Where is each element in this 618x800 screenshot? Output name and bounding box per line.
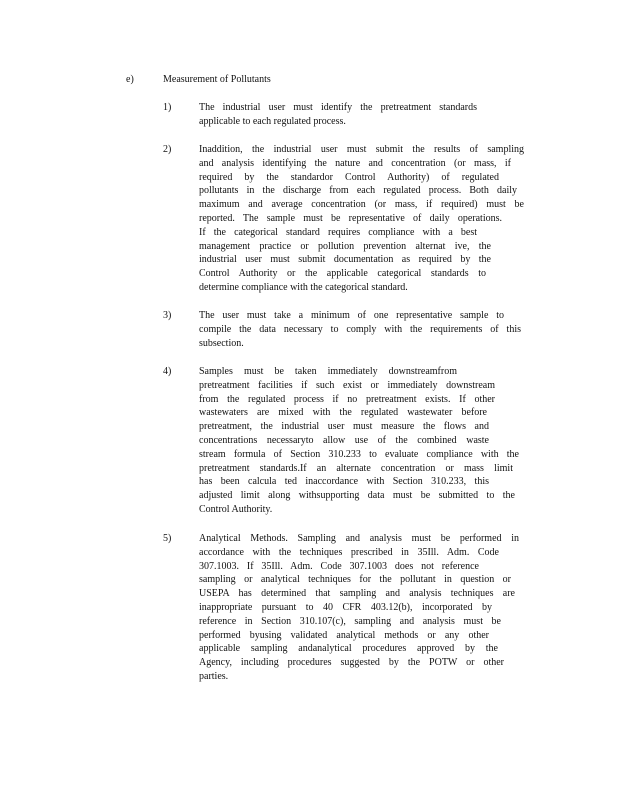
item-paragraph — [199, 532, 524, 684]
paragraph-line: The industrial user must identify the pretreatment standards — [199, 102, 477, 113]
item-number: 5) — [163, 533, 172, 544]
paragraph-line: subsection. — [199, 337, 244, 349]
paragraph-line: determine compliance with the categorical standard. — [199, 281, 408, 293]
section-title: Measurement of Pollutants — [163, 74, 271, 85]
paragraph-line: reported. The sample must be representative of daily operations. — [199, 212, 502, 224]
paragraph-line: 307.1003. If 35Ill. Adm. Code 307.1003 does not reference — [199, 560, 479, 572]
paragraph-line: Samples must be taken immediately downstreamfrom — [199, 366, 457, 377]
paragraph-line: applicable to each regulated process. — [199, 115, 346, 127]
paragraph-line: accordance with the techniques prescribed in 35Ill. Adm. Code — [199, 546, 499, 558]
paragraph-line: applicable sampling andanalytical procedures approved by the — [199, 643, 498, 655]
paragraph-line: The user must take a minimum of one representative sample to — [199, 310, 504, 321]
item-paragraph — [199, 309, 524, 350]
paragraph-line: reference in Section 310.107(c), sampling and analysis must be — [199, 615, 501, 627]
paragraph-line: Control Authority or the applicable categorical standards to — [199, 268, 486, 280]
paragraph-line: required by the standardor Control Authority) of regulated — [199, 171, 499, 183]
paragraph-line: adjusted limit along withsupporting data must be submitted to the — [199, 490, 515, 502]
paragraph-line: concentrations necessaryto allow use of the combined waste — [199, 434, 489, 446]
paragraph-line: Control Authority. — [199, 503, 273, 515]
paragraph-line: industrial user must submit documentation as required by the — [199, 254, 491, 266]
item-number: 1) — [163, 102, 172, 113]
paragraph-line: management practice or pollution prevention alternat ive, the — [199, 240, 491, 252]
item-paragraph — [199, 143, 524, 295]
paragraph-line: performed byusing validated analytical methods or any other — [199, 629, 489, 641]
paragraph-line: has been calcula ted inaccordance with Section 310.233, this — [199, 476, 489, 488]
paragraph-line: Agency, including procedures suggested by the POTW or other — [199, 657, 504, 669]
paragraph-line: Inaddition, the industrial user must submit the results of sampling — [199, 144, 524, 155]
paragraph-line: parties. — [199, 670, 229, 682]
item-number: 2) — [163, 144, 172, 155]
paragraph-line: USEPA has determined that sampling and analysis techniques are — [199, 588, 515, 600]
paragraph-line: from the regulated process if no pretreatment exists. If other — [199, 393, 495, 405]
item-number: 4) — [163, 366, 172, 377]
paragraph-line: If the categorical standard requires compliance with a best — [199, 226, 477, 238]
paragraph-line: and analysis identifying the nature and concentration (or mass, if — [199, 157, 511, 169]
paragraph-line: pretreatment, the industrial user must measure the flows and — [199, 421, 489, 433]
paragraph-line: inappropriate pursuant to 40 CFR 403.12(b), incorporated by — [199, 601, 492, 613]
paragraph-line: stream formula of Section 310.233 to evaluate compliance with the — [199, 448, 519, 460]
paragraph-line: pollutants in the discharge from each regulated process. Both daily — [199, 185, 517, 197]
paragraph-line: compile the data necessary to comply with the requirements of this — [199, 323, 521, 335]
paragraph-line: Analytical Methods. Sampling and analysis must be performed in — [199, 533, 519, 544]
item-paragraph — [199, 101, 524, 129]
paragraph-line: pretreatment standards.If an alternate concentration or mass limit — [199, 462, 513, 474]
item-paragraph — [199, 365, 524, 517]
paragraph-line: sampling or analytical techniques for the pollutant in question or — [199, 574, 511, 586]
section-label: e) — [126, 74, 134, 85]
section-heading — [126, 73, 271, 87]
paragraph-line: wastewaters are mixed with the regulated wastewater before — [199, 407, 487, 419]
item-number: 3) — [163, 310, 172, 321]
paragraph-line: pretreatment facilities if such exist or immediately downstream — [199, 379, 495, 391]
paragraph-line: maximum and average concentration (or mass, if required) must be — [199, 199, 524, 211]
